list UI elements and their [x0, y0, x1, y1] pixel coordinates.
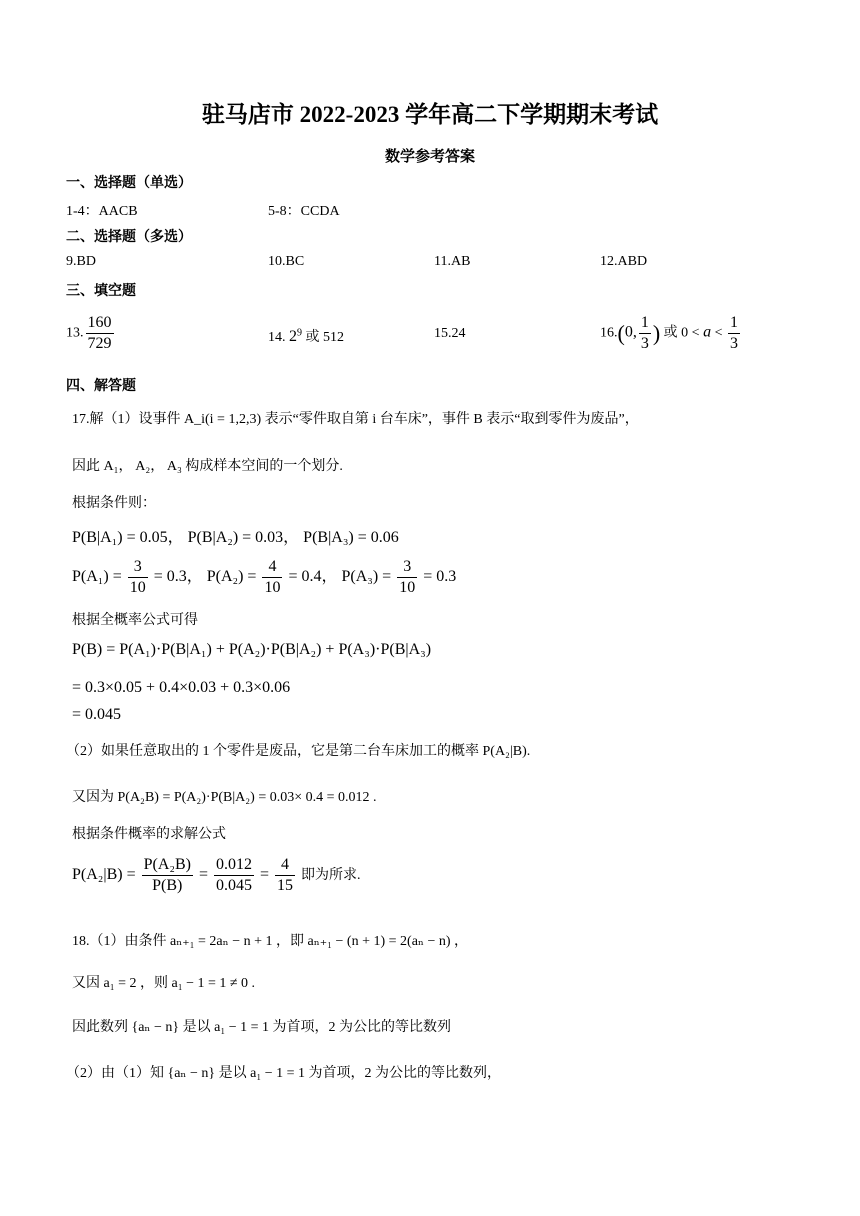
- answer-15: 15.24: [434, 326, 466, 341]
- q17-line-1: 17.解（1）设事件 A_i(i = 1,2,3) 表示“零件取自第 i 台车床”，事件 B 表示“取到零件为废品”，: [72, 412, 639, 427]
- q17-line-4: P(B|A₁) = 0.05， P(B|A₂) = 0.03， P(B|A₃) = 0.06: [72, 529, 399, 546]
- q17-line-2: 因此 A₁， A₂， A₃ 构成样本空间的一个划分.: [72, 459, 343, 474]
- answer-9: 9.BD: [66, 254, 96, 269]
- q17-line-5: P(A₁) = $\frac{3}{10}$ = 0.3， P(A₂) = $\frac{4}{10}$ = 0.4， P(A₃) = $\frac{3}{10}$ = 0.3: [72, 558, 457, 596]
- page-title: 驻马店市 2022-2023 学年高二下学期期末考试: [201, 102, 659, 127]
- q17-line-11: 又因为 P(A₂B) = P(A₂)·P(B|A₂) = 0.03× 0.4 = 0.012 .: [72, 790, 377, 805]
- q18-line-4: （2）由（1）知 {aₙ − n} 是以 a₁ − 1 = 1 为首项，2 为公比的等比数列，: [66, 1066, 501, 1081]
- section-solutions: 四、解答题: [66, 379, 136, 394]
- q17-line-12: 根据条件概率的求解公式: [72, 827, 226, 842]
- answer-1-4: 1-4：AACB: [66, 204, 138, 219]
- q18-line-3: 因此数列 {aₙ − n} 是以 a₁ − 1 = 1 为首项，2 为公比的等比数列: [72, 1020, 451, 1035]
- q17-line-9: = 0.045: [72, 706, 122, 723]
- answer-14: 14. $2^9$ 或 512: [268, 327, 344, 345]
- q17-line-3: 根据条件则：: [72, 496, 156, 511]
- q18-line-1: 18.（1）由条件 aₙ₊₁ = 2aₙ − n + 1 ，即 aₙ₊₁ − (n + 1) = 2(aₙ − n) ，: [72, 934, 469, 949]
- q18-line-2: 又因 a₁ = 2 ，则 a₁ − 1 = 1 ≠ 0 .: [72, 976, 256, 991]
- answer-13: 13. $\frac{160}{729}$: [66, 314, 112, 352]
- q17-line-6: 根据全概率公式可得: [72, 613, 198, 628]
- q17-line-13: P(A₂|B) = $\frac{\text{P(A₂B)}}{P(B)}$ = $\frac{0.012}{0.045}$ = $\frac{4}{15}$ 即为所求.: [72, 856, 361, 894]
- answer-11: 11.AB: [434, 254, 471, 269]
- page-subtitle: 数学参考答案: [384, 149, 475, 165]
- section-fill-blank: 三、填空题: [66, 284, 136, 299]
- answer-12: 12.ABD: [600, 254, 648, 269]
- section-multi-choice: 二、选择题（多选）: [66, 230, 192, 245]
- section-single-choice: 一、选择题（单选）: [66, 176, 192, 191]
- answer-5-8: 5-8：CCDA: [268, 204, 340, 219]
- q17-line-8: = 0.3×0.05 + 0.4×0.03 + 0.3×0.06: [72, 679, 291, 696]
- q17-line-10: （2）如果任意取出的 1 个零件是废品，它是第二台车床加工的概率 P(A₂|B).: [66, 744, 531, 759]
- answer-10: 10.BC: [268, 254, 305, 269]
- answer-16: 16.(0, $\frac{1}{3}$ ) 或 0 < a < $\frac{1}{3}$: [600, 314, 738, 352]
- q17-line-7: P(B) = P(A₁)·P(B|A₁) + P(A₂)·P(B|A₂) + P(A₃)·P(B|A₃): [72, 641, 432, 658]
